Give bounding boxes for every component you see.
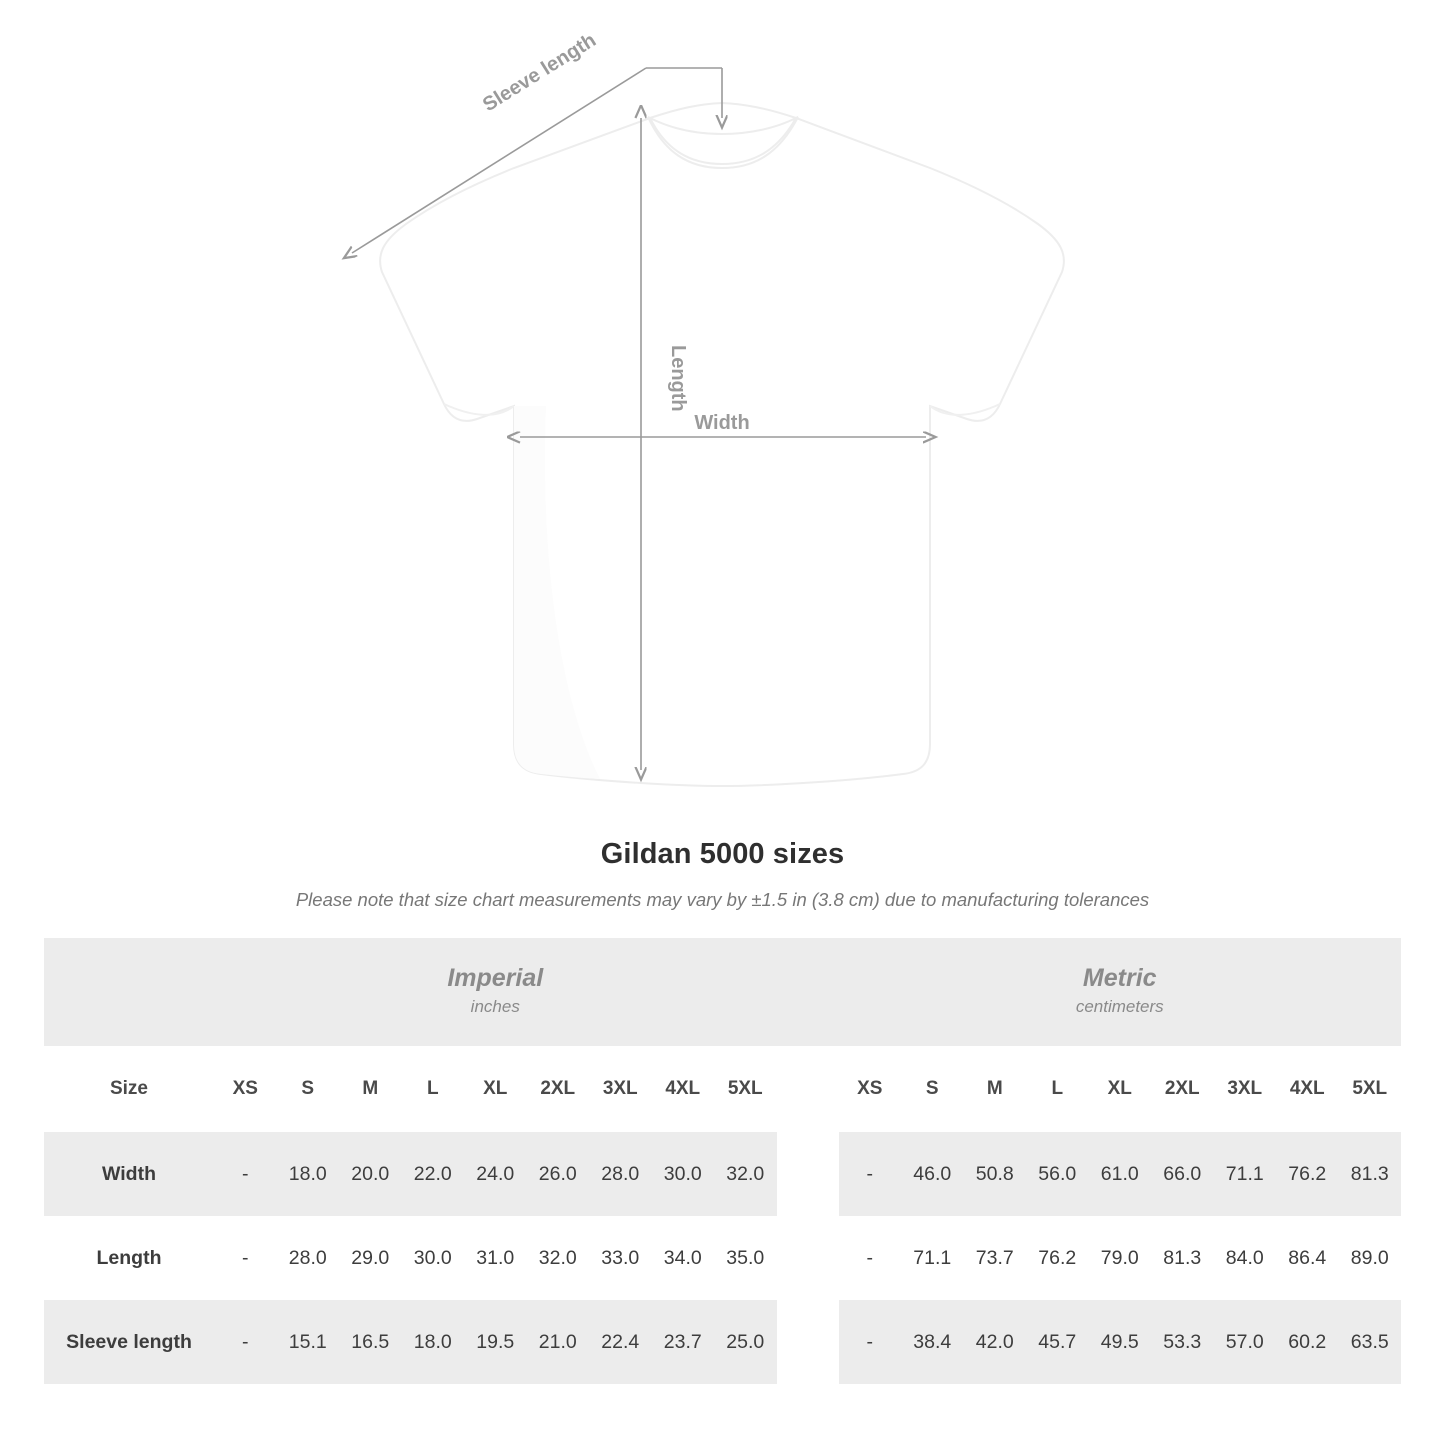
tshirt-shape [380, 103, 1064, 786]
cell-width-imperial-4: 24.0 [464, 1132, 527, 1216]
cell-width-imperial-0: - [214, 1132, 277, 1216]
cell-width-metric-4: 61.0 [1089, 1132, 1152, 1216]
size-header-imperial-1: S [277, 1046, 340, 1132]
size-header-imperial-5: 2XL [527, 1046, 590, 1132]
cell-sleeve-metric-4: 49.5 [1089, 1300, 1152, 1384]
cell-sleeve-metric-0: - [839, 1300, 902, 1384]
tolerance-note: Please note that size chart measurements may vary by ±1.5 in (3.8 cm) due to manufacturing tolerances [295, 889, 1150, 910]
cell-sleeve-imperial-0: - [214, 1300, 277, 1384]
unit-band-row [44, 938, 1401, 1046]
unit-metric-sub: centimeters [1075, 996, 1164, 1016]
cell-sleeve-gap [777, 1300, 839, 1384]
cell-sleeve-imperial-3: 18.0 [402, 1300, 465, 1384]
cell-sleeve-metric-6: 57.0 [1214, 1300, 1277, 1384]
cell-length-imperial-6: 33.0 [589, 1216, 652, 1300]
cell-width-imperial-5: 26.0 [527, 1132, 590, 1216]
cell-length-imperial-8: 35.0 [714, 1216, 777, 1300]
unit-band-gap [777, 938, 839, 1046]
cell-sleeve-imperial-2: 16.5 [339, 1300, 402, 1384]
row-label-length: Length [44, 1216, 214, 1300]
unit-imperial-sub: inches [470, 996, 520, 1016]
size-header-metric-8: 5XL [1339, 1046, 1402, 1132]
size-header-label: Size [44, 1046, 214, 1132]
cell-sleeve-metric-1: 38.4 [901, 1300, 964, 1384]
cell-length-metric-8: 89.0 [1339, 1216, 1402, 1300]
cell-sleeve-imperial-4: 19.5 [464, 1300, 527, 1384]
cell-sleeve-imperial-7: 23.7 [652, 1300, 715, 1384]
cell-width-metric-6: 71.1 [1214, 1132, 1277, 1216]
cell-sleeve-imperial-6: 22.4 [589, 1300, 652, 1384]
heading-block [0, 838, 1445, 911]
table-row [44, 1132, 1401, 1216]
cell-width-gap [777, 1132, 839, 1216]
width-label: Width [694, 412, 750, 434]
cell-sleeve-metric-5: 53.3 [1151, 1300, 1214, 1384]
size-header-imperial-4: XL [464, 1046, 527, 1132]
cell-width-imperial-3: 22.0 [402, 1132, 465, 1216]
size-header-metric-2: M [964, 1046, 1027, 1132]
row-label-sleeve-length: Sleeve length [44, 1300, 214, 1384]
cell-length-metric-6: 84.0 [1214, 1216, 1277, 1300]
unit-imperial [214, 938, 777, 1046]
cell-sleeve-metric-7: 60.2 [1276, 1300, 1339, 1384]
cell-length-imperial-7: 34.0 [652, 1216, 715, 1300]
cell-width-metric-3: 56.0 [1026, 1132, 1089, 1216]
cell-sleeve-metric-8: 63.5 [1339, 1300, 1402, 1384]
cell-width-metric-2: 50.8 [964, 1132, 1027, 1216]
unit-imperial-name: Imperial [447, 964, 544, 993]
size-header-metric-1: S [901, 1046, 964, 1132]
cell-sleeve-imperial-8: 25.0 [714, 1300, 777, 1384]
size-header-metric-3: L [1026, 1046, 1089, 1132]
size-header-metric-7: 4XL [1276, 1046, 1339, 1132]
size-header-metric-0: XS [839, 1046, 902, 1132]
cell-length-metric-3: 76.2 [1026, 1216, 1089, 1300]
size-header-row [44, 1046, 1401, 1132]
cell-length-metric-0: - [839, 1216, 902, 1300]
cell-length-imperial-4: 31.0 [464, 1216, 527, 1300]
table-row [44, 1216, 1401, 1300]
sleeve-length-label: Sleeve length [478, 29, 600, 117]
size-table [44, 938, 1401, 1384]
unit-metric-name: Metric [1082, 964, 1157, 993]
unit-band-spacer [44, 938, 214, 1046]
cell-sleeve-metric-2: 42.0 [964, 1300, 1027, 1384]
cell-sleeve-imperial-5: 21.0 [527, 1300, 590, 1384]
cell-width-imperial-6: 28.0 [589, 1132, 652, 1216]
cell-width-metric-0: - [839, 1132, 902, 1216]
cell-length-metric-5: 81.3 [1151, 1216, 1214, 1300]
size-header-metric-6: 3XL [1214, 1046, 1277, 1132]
cell-length-metric-7: 86.4 [1276, 1216, 1339, 1300]
cell-length-metric-4: 79.0 [1089, 1216, 1152, 1300]
size-header-metric-4: XL [1089, 1046, 1152, 1132]
table-row [44, 1300, 1401, 1384]
cell-length-metric-2: 73.7 [964, 1216, 1027, 1300]
size-header-imperial-0: XS [214, 1046, 277, 1132]
size-header-imperial-2: M [339, 1046, 402, 1132]
cell-width-imperial-1: 18.0 [277, 1132, 340, 1216]
row-label-width: Width [44, 1132, 214, 1216]
unit-metric [839, 938, 1402, 1046]
length-label: Length [667, 345, 689, 412]
cell-length-metric-1: 71.1 [901, 1216, 964, 1300]
size-header-imperial-7: 4XL [652, 1046, 715, 1132]
cell-sleeve-imperial-1: 15.1 [277, 1300, 340, 1384]
size-header-metric-5: 2XL [1151, 1046, 1214, 1132]
cell-width-metric-7: 76.2 [1276, 1132, 1339, 1216]
cell-length-imperial-3: 30.0 [402, 1216, 465, 1300]
size-header-imperial-8: 5XL [714, 1046, 777, 1132]
cell-width-imperial-7: 30.0 [652, 1132, 715, 1216]
size-header-imperial-6: 3XL [589, 1046, 652, 1132]
cell-width-imperial-8: 32.0 [714, 1132, 777, 1216]
cell-length-imperial-1: 28.0 [277, 1216, 340, 1300]
size-header-gap [777, 1046, 839, 1132]
cell-width-metric-5: 66.0 [1151, 1132, 1214, 1216]
cell-width-metric-1: 46.0 [901, 1132, 964, 1216]
cell-width-imperial-2: 20.0 [339, 1132, 402, 1216]
cell-sleeve-metric-3: 45.7 [1026, 1300, 1089, 1384]
size-table-wrapper [44, 938, 1401, 1384]
cell-length-imperial-5: 32.0 [527, 1216, 590, 1300]
page-title: Gildan 5000 sizes [600, 838, 845, 870]
cell-width-metric-8: 81.3 [1339, 1132, 1402, 1216]
cell-length-gap [777, 1216, 839, 1300]
size-header-imperial-3: L [402, 1046, 465, 1132]
cell-length-imperial-2: 29.0 [339, 1216, 402, 1300]
cell-length-imperial-0: - [214, 1216, 277, 1300]
